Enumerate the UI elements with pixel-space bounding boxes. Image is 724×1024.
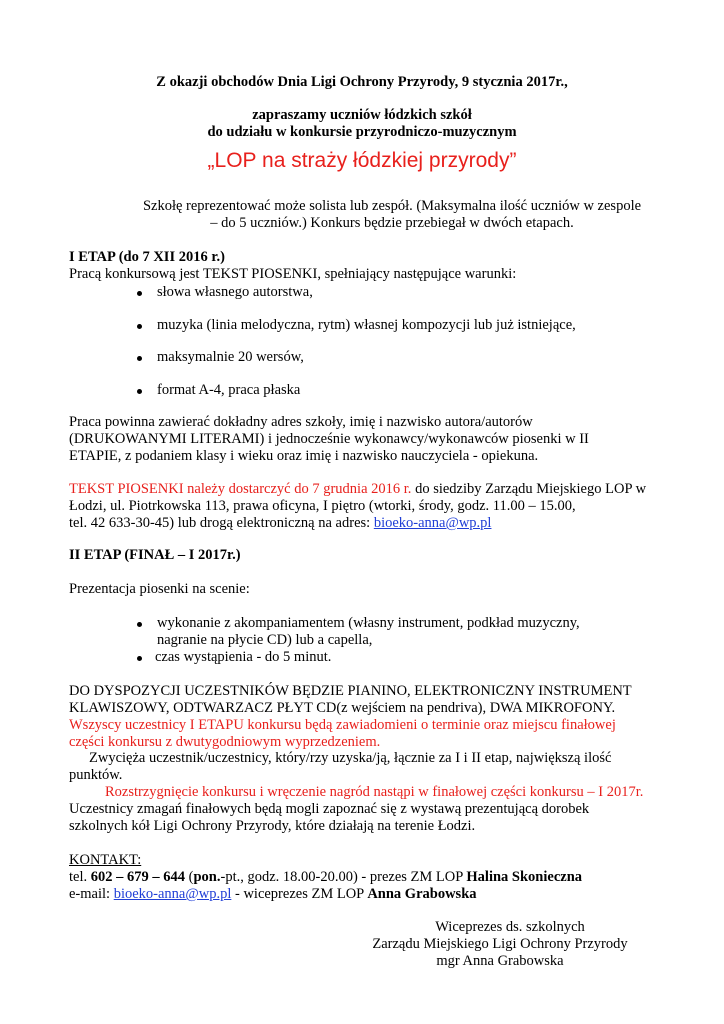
etap1-address-contact [69,514,491,532]
deadline-rest: do siedziby Zarządu Miejskiego LOP w [411,481,647,497]
list-item: słowa własnego autorstwa, [157,284,313,300]
list-item: maksymalnie 20 wersów, [157,349,304,365]
phone-number: 602 – 679 – 644 [90,869,185,885]
etap1-address: Łodzi, ul. Piotrkowska 113, prawa oficyna, I piętro (wtorki, środy, godz. 11.00 – 15.00, [69,498,576,514]
address-contact-text: tel. 42 633-30-45) lub drogą elektroniczną na adres: [69,515,374,531]
etap2-lead: Prezentacja piosenki na scenie: [69,581,250,597]
phone-prefix: tel. [69,869,91,885]
list-item-continuation: nagranie na płycie CD) lub a capella, [157,632,373,648]
info-exhibition-line-2: szkolnych kół Ligi Ochrony Przyrody, które działają na terenie Łodzi. [69,818,476,834]
phone-hours-open: ( [185,869,194,885]
intro-line-1: Szkołę reprezentować może solista lub zespół. (Maksymalna ilość uczniów w zespole [142,198,642,214]
signature-line-3: mgr Anna Grabowska [436,953,564,969]
contest-title: „LOP na straży łódzkiej przyrody” [207,149,517,172]
vice-president-name: Anna Grabowska [367,886,477,902]
info-winner-line-1: Zwycięża uczestnik/uczestnicy, który/rzy uzyska/ją, łącznie za I i II etap, największą ilość [89,750,612,766]
header-occasion: Z okazji obchodów Dnia Ligi Ochrony Przyrody, 9 stycznia 2017r., [156,74,568,90]
info-line-2: KLAWISZOWY, ODTWARZACZ PŁYT CD(z wejściem na pendriva), DWA MIKROFONY. [69,700,616,716]
deadline-highlight: TEKST PIOSENKI należy dostarczyć do 7 grudnia 2016 r. [69,481,412,497]
etap1-lead: Pracą konkursową jest TEKST PIOSENKI, spełniający następujące warunki: [69,266,517,282]
info-red-line-3: Rozstrzygnięcie konkursu i wręczenie nagród nastąpi w finałowej części konkursu – I 2017r. [105,784,644,800]
etap2-heading: II ETAP (FINAŁ – I 2017r.) [69,547,241,563]
etap1-para-line-3: ETAPIE, z podaniem klasy i wieku oraz imię i nazwisko nauczyciela - opiekuna. [69,448,539,464]
info-exhibition-line-1: Uczestnicy zmagań finałowych będą mogli zapoznać się z wystawą prezentującą dorobek [69,801,590,817]
contact-heading: KONTAKT: [69,852,142,868]
email-prefix: e-mail: [69,886,114,902]
header-contest: do udziału w konkursie przyrodniczo-muzycznym [207,124,517,140]
info-red-line-2: części konkursu z dwutygodniowym wyprzedzeniem. [69,734,381,750]
header-invitation: zapraszamy uczniów łódzkich szkół [252,107,472,123]
list-item: czas wystąpienia - do 5 minut. [155,649,332,665]
etap1-heading: I ETAP (do 7 XII 2016 r.) [69,249,225,265]
phone-hours-rest: -pt., godz. 18.00-20.00) - prezes ZM LOP [220,869,467,885]
etap1-deadline [69,480,646,498]
email-role: - wiceprezes ZM LOP [231,886,368,902]
bullet-dot-icon [137,389,142,394]
list-item: muzyka (linia melodyczna, rytm) własnej kompozycji lub już istniejące, [157,317,576,333]
email-link[interactable]: bioeko-anna@wp.pl [373,515,492,531]
list-item: wykonanie z akompaniamentem (własny instrument, podkład muzyczny, [157,615,580,631]
bullet-dot-icon [137,622,142,627]
phone-hours-day: pon. [193,869,221,885]
signature-line-2: Zarządu Miejskiego Ligi Ochrony Przyrody [372,936,628,952]
bullet-dot-icon [137,656,142,661]
bullet-dot-icon [137,291,142,296]
contact-email-line [69,885,477,903]
info-red-line-1: Wszyscy uczestnicy I ETAPU konkursu będą zawiadomieni o terminie oraz miejscu finałowej [69,717,616,733]
intro-line-2: – do 5 uczniów.) Konkurs będzie przebiegał w dwóch etapach. [210,215,574,231]
signature-line-1: Wiceprezes ds. szkolnych [435,919,585,935]
etap1-para-line-2: (DRUKOWANYMI LITERAMI) i jednocześnie wykonawcy/wykonawców piosenki w II [69,431,589,447]
contact-phone-line [69,868,582,886]
info-winner-line-2: punktów. [69,767,123,783]
list-item: format A-4, praca płaska [157,382,301,398]
president-name: Halina Skonieczna [466,869,583,885]
info-line-1: DO DYSPOZYCJI UCZESTNIKÓW BĘDZIE PIANINO, ELEKTRONICZNY INSTRUMENT [69,683,632,699]
bullet-dot-icon [137,356,142,361]
etap1-para-line-1: Praca powinna zawierać dokładny adres szkoły, imię i nazwisko autora/autorów [69,414,533,430]
contact-email-link[interactable]: bioeko-anna@wp.pl [113,886,232,902]
bullet-dot-icon [137,324,142,329]
